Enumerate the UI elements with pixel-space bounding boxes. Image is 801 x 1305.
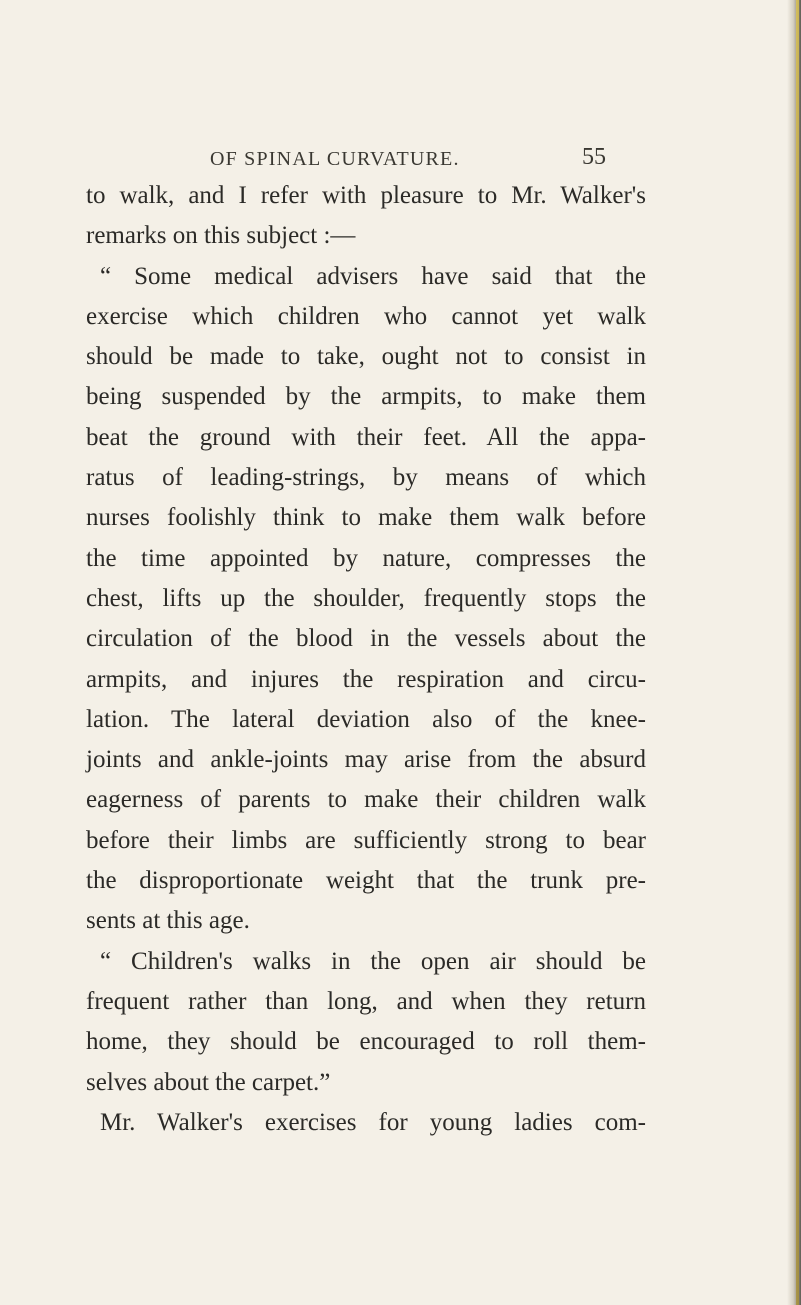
- text-line: lation. The lateral deviation also of the knee-: [86, 705, 646, 733]
- text-line: ratus of leading-strings, by means of which: [86, 464, 646, 492]
- text-line: circulation of the blood in the vessels about the: [86, 625, 646, 653]
- text-line: Mr. Walker's exercises for young ladies com-: [100, 1108, 646, 1136]
- text-line: should be made to take, ought not to consist in: [86, 343, 646, 371]
- running-head: OF SPINAL CURVATURE.: [210, 148, 460, 170]
- text-line: to walk, and I refer with pleasure to Mr. Walker's: [86, 182, 646, 209]
- text-line: selves about the carpet.”: [86, 1068, 331, 1096]
- text-line: joints and ankle-joints may arise from the absurd: [86, 746, 646, 774]
- body-text: [86, 176, 646, 1143]
- text-line: the disproportionate weight that the trunk pre-: [86, 867, 646, 895]
- text-line: being suspended by the armpits, to make them: [86, 383, 646, 411]
- text-line: before their limbs are sufficiently strong to bear: [86, 826, 646, 854]
- text-line: the time appointed by nature, compresses the: [86, 544, 646, 572]
- text-line: sents at this age.: [86, 907, 250, 935]
- text-line: beat the ground with their feet. All the appa-: [86, 423, 646, 451]
- text-line: chest, lifts up the shoulder, frequently stops the: [86, 584, 646, 612]
- page-number: 55: [582, 144, 606, 170]
- text-line: “ Some medical advisers have said that the: [100, 262, 646, 290]
- text-line: eagerness of parents to make their children walk: [86, 786, 646, 814]
- text-line: exercise which children who cannot yet walk: [86, 302, 646, 330]
- text-line: home, they should be encouraged to roll them-: [86, 1028, 646, 1056]
- text-line: armpits, and injures the respiration and circu-: [86, 665, 646, 693]
- text-line: nurses foolishly think to make them walk before: [86, 504, 646, 532]
- text-line: remarks on this subject :—: [86, 222, 356, 250]
- page-header: [0, 144, 801, 178]
- text-line: frequent rather than long, and when they return: [86, 987, 646, 1015]
- page-edge: [796, 0, 799, 1305]
- text-line: “ Children's walks in the open air should be: [100, 947, 646, 975]
